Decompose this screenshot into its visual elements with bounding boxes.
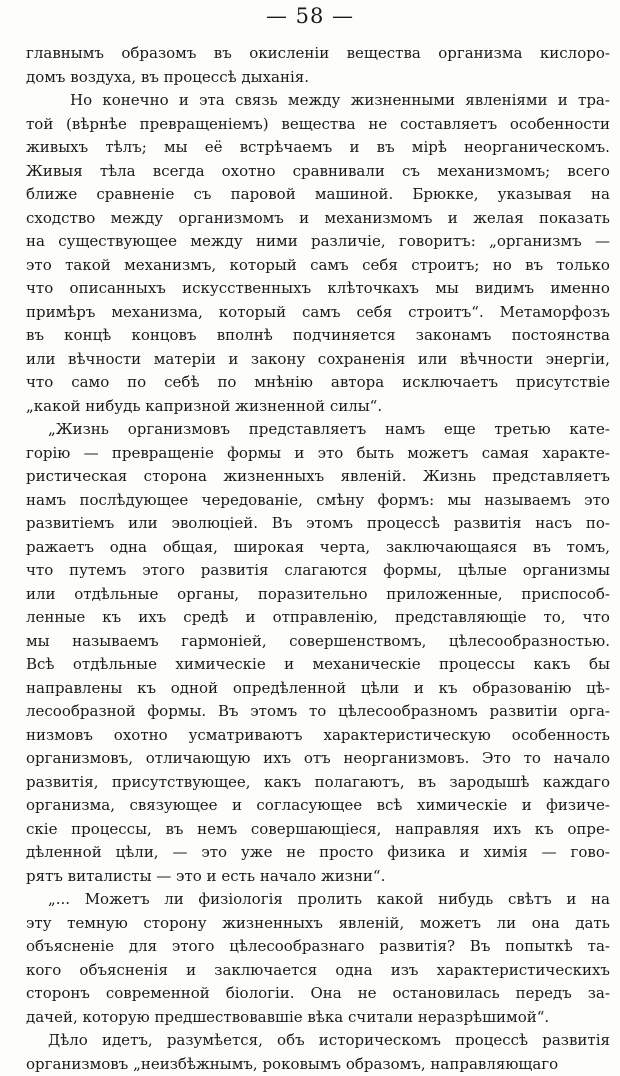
text-line: дѣленной цѣли, — это уже не просто физика и химія — гово- [26,841,610,865]
text-line: примѣръ механизма, который самъ себя строитъ“. Метаморфозъ [26,301,610,325]
text-line: той (вѣрнѣе превращеніемъ) вещества не составляетъ особенности [26,113,610,137]
text-line: или вѣчности матеріи и закону сохраненія или вѣчности энергіи, [26,348,610,372]
text-line: Всѣ отдѣльные химическіе и механическіе процессы какъ бы [26,653,610,677]
text-line: сходство между организмомъ и механизмомъ и желая показать [26,207,610,231]
text-line: направлены къ одной опредѣленной цѣли и къ образованію цѣ- [26,677,610,701]
text-line: скіе процессы, въ немъ совершающіеся, направляя ихъ къ опре- [26,818,610,842]
text-line: что описанныхъ искусственныхъ клѣточкахъ мы видимъ именно [26,277,610,301]
text-line: сторонъ современной біологіи. Она не остановилась передъ за- [26,982,610,1006]
text-line: мы называемъ гармоніей, совершенствомъ, цѣлесообразностью. [26,630,610,654]
text-line: домъ воздуха, въ процессѣ дыханія. [26,66,610,90]
body-text [26,42,610,1076]
text-line: Живыя тѣла всегда охотно сравнивали съ механизмомъ; всего [26,160,610,184]
text-line: ристическая сторона жизненныхъ явленій. Жизнь представляетъ [26,465,610,489]
text-line: организмовъ, отличающую ихъ отъ неорганизмовъ. Это то начало [26,747,610,771]
text-line: рятъ виталисты — это и есть начало жизни“. [26,865,610,889]
text-line: Дѣло идетъ, разумѣется, объ историческомъ процессѣ развитія [26,1029,610,1053]
text-line: ленные къ ихъ средѣ и отправленію, представляющіе то, что [26,606,610,630]
text-line: развитія, присутствующее, какъ полагаютъ, въ зародышѣ каждаго [26,771,610,795]
text-line: что путемъ этого развитія слагаются формы, цѣлые организмы [26,559,610,583]
text-line: въ концѣ концовъ вполнѣ подчиняется законамъ постоянства [26,324,610,348]
text-line: на существующее между ними различіе, говоритъ: „организмъ — [26,230,610,254]
text-line: это такой механизмъ, который самъ себя строитъ; но въ только [26,254,610,278]
text-line: объясненіе для этого цѣлесообразнаго развитія? Въ попыткѣ та- [26,935,610,959]
text-line: кого объясненія и заключается одна изъ характеристическихъ [26,959,610,983]
text-line: горію — превращеніе формы и это быть можетъ самая характе- [26,442,610,466]
text-line: дачей, которую предшествовавшіе вѣка считали неразрѣшимой“. [26,1006,610,1030]
text-line: „Жизнь организмовъ представляетъ намъ еще третью кате- [26,418,610,442]
text-line: лесообразной формы. Въ этомъ то цѣлесообразномъ развитіи орга- [26,700,610,724]
page-number: — 58 — [0,4,620,28]
text-line: „... Можетъ ли физіологія пролить какой нибудь свѣтъ и на [26,888,610,912]
text-line: живыхъ тѣлъ; мы её встрѣчаемъ и въ мірѣ неорганическомъ. [26,136,610,160]
text-line: низмовъ охотно усматриваютъ характеристическую особенность [26,724,610,748]
text-line: организмовъ „неизбѣжнымъ, роковымъ образомъ, направляющаго [26,1053,610,1076]
text-line: организма, связующее и согласующее всѣ химическіе и физиче- [26,794,610,818]
text-line: что само по себѣ по мнѣнію автора исключаетъ присутствіе [26,371,610,395]
text-line: эту темную сторону жизненныхъ явленій, можетъ ли она дать [26,912,610,936]
text-line: или отдѣльные органы, поразительно приложенные, приспособ- [26,583,610,607]
text-line: намъ послѣдующее чередованіе, смѣну формъ: мы называемъ это [26,489,610,513]
text-line: ближе сравненіе съ паровой машиной. Брюкке, указывая на [26,183,610,207]
text-line: развитіемъ или эволюціей. Въ этомъ процессѣ развитія насъ по- [26,512,610,536]
text-line: главнымъ образомъ въ окисленіи вещества организма кислоро- [26,42,610,66]
text-line: Но конечно и эта связь между жизненными явленіями и тра- [26,89,610,113]
text-line: „какой нибудь капризной жизненной силы“. [26,395,610,419]
text-line: ражаетъ одна общая, широкая черта, заключающаяся въ томъ, [26,536,610,560]
